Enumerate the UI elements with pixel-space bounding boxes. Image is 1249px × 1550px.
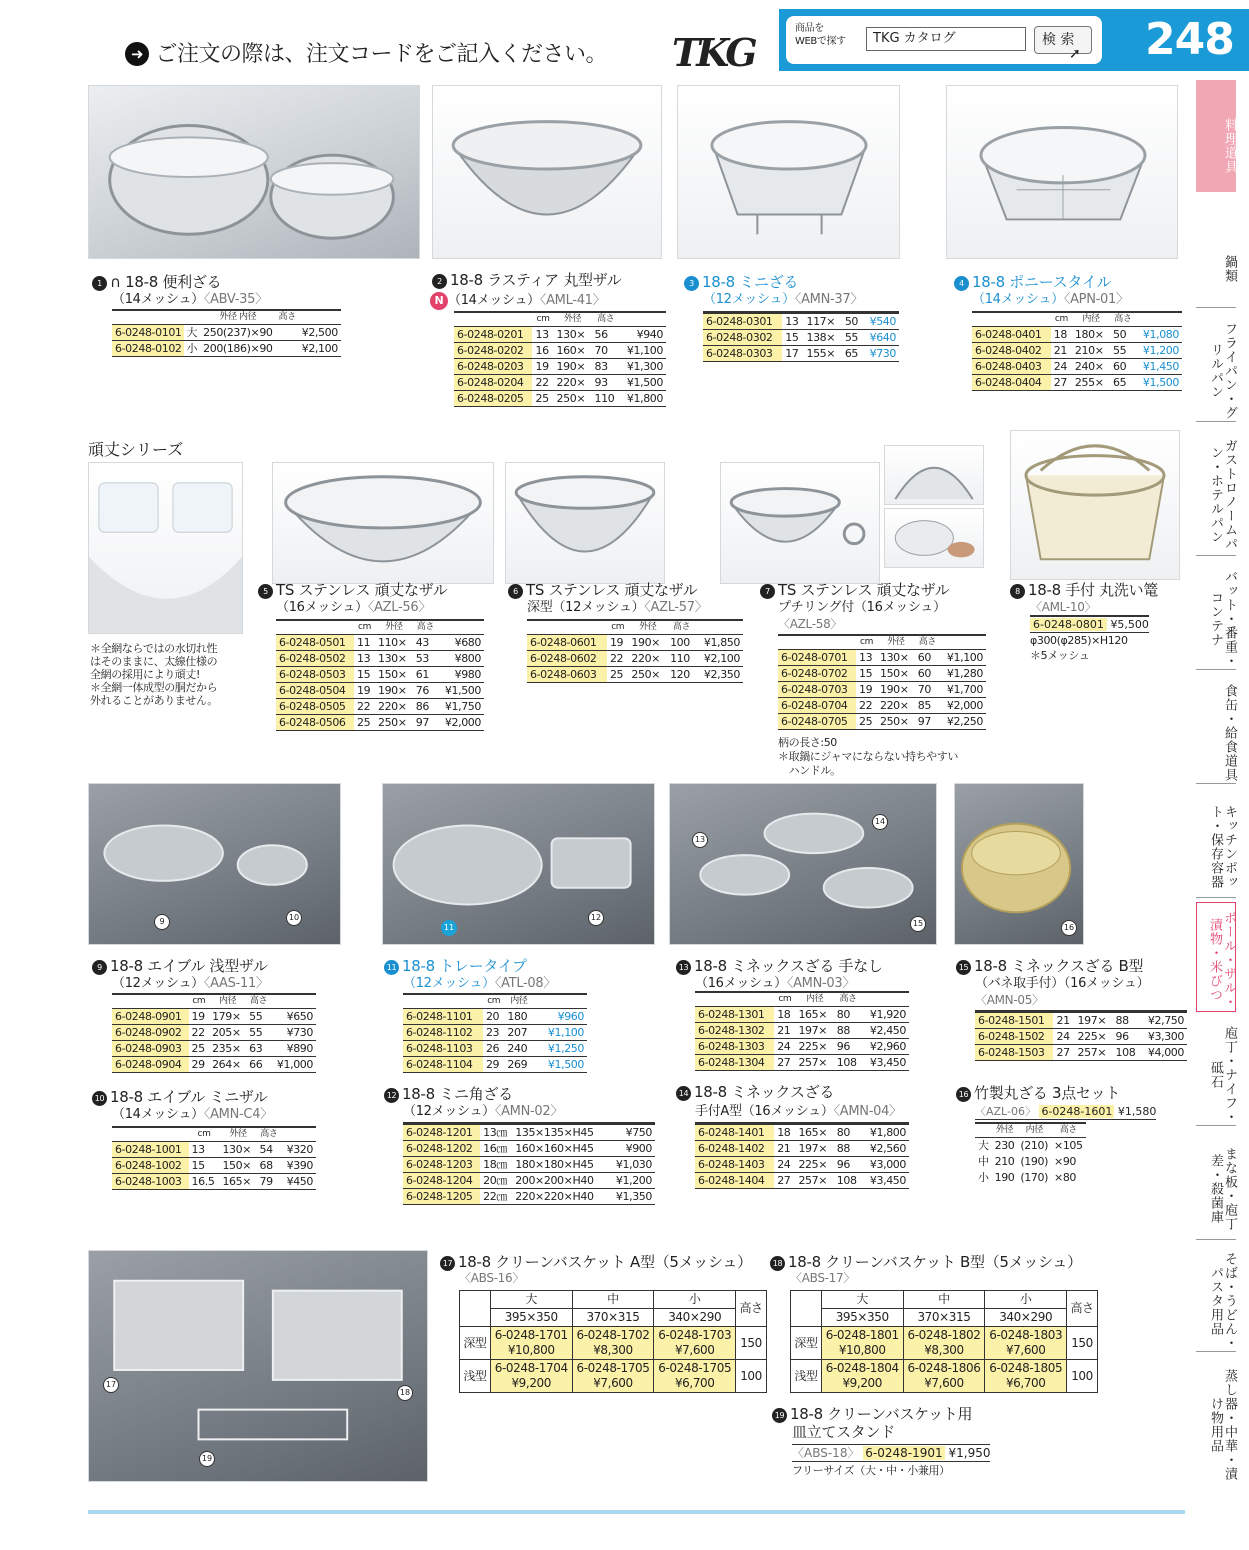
table-row: 6-0248-1302 21 197× 88 ¥2,450 [695, 1023, 909, 1039]
product-title-1: 1 ∩ 18-8 便利ざる [92, 273, 221, 291]
photo-tag-9: 9 [154, 914, 170, 930]
product-title-3: 3 18-8 ミニざる [684, 273, 798, 291]
photo-tag-11: 11 [441, 920, 457, 936]
photo-tag-16: 16 [1061, 920, 1077, 936]
product-photo-6 [505, 462, 665, 584]
table-row: 6-0248-0601 19 190× 100 ¥1,850 [527, 635, 743, 651]
product-order-16: 〈AZL-06〉 6-0248-1601 ¥1,580 [975, 1105, 1157, 1118]
table-row: 6-0248-1203 18㎝ 180×180×H45 ¥1,030 [403, 1157, 655, 1173]
product-photo-8 [1010, 430, 1180, 580]
product-title-9: 9 18-8 エイブル 浅型ザル [92, 957, 268, 975]
web-search-input[interactable]: TKG カタログ [866, 27, 1026, 51]
product-photo-17-19 [88, 1250, 428, 1482]
product-title-7: 7 TS ステンレス 頑丈なザル [760, 581, 949, 599]
table-row: 6-0248-0901 19 179× 55 ¥650 [112, 1009, 316, 1025]
product-sub-9: （12メッシュ）〈AAS-11〉 [112, 976, 269, 991]
product-sub-11: （12メッシュ）〈ATL-08〉 [403, 976, 557, 991]
photo-tag-19: 19 [199, 1451, 215, 1467]
cursor-icon: ➚ [1069, 46, 1081, 62]
product-code-7: 〈AZL-58〉 [778, 617, 843, 631]
price-table-5: cm 外径 高さ 6-0248-0501 11 110× 43 ¥680 6-0248-0502 13 130× 53 ¥800 6-0248-0503 15 150× 61 ¥980 6-0248-0504 19 190× 76 ¥1,500 6-0248-0505 22 220× 86 ¥1,750 6-0248-0506 25 250× 97 ¥2,000 [276, 619, 484, 731]
table-row: 6-0248-1303 24 225× 96 ¥2,960 [695, 1039, 909, 1055]
photo-tag-18: 18 [397, 1385, 413, 1401]
product-photo-11-12 [382, 783, 655, 945]
product-sub-10: （14メッシュ）〈AMN-C4〉 [112, 1107, 273, 1122]
product-code-17: 〈ABS-16〉 [459, 1271, 525, 1285]
product-sub-13: （16メッシュ）〈AMN-03〉 [695, 976, 856, 991]
product-title-12: 12 18-8 ミニ角ざる [384, 1085, 513, 1103]
tab-cutting-boards[interactable]: まな板・庖丁差・殺菌庫 [1196, 1130, 1236, 1240]
table-row: 6-0248-1202 16㎝ 160×160×H45 ¥900 [403, 1141, 655, 1157]
product-title-16: 16 竹製丸ざる 3点セット [956, 1084, 1120, 1102]
table-row: 6-0248-1205 22㎝ 220×220×H40 ¥1,350 [403, 1189, 655, 1205]
basket-table-18: 大 中 小 高さ 395×350 370×315 340×290 深型 6-0248-1801 ¥10,800 6-0248-1802 ¥8,300 6-0248-1803 ¥7,600 150 浅型 6-0248-1804 ¥9,200 6-0248-1806 ¥7,600 6-0248-1805 ¥6,700 100 [790, 1290, 1098, 1393]
brand-logo: TKG [672, 30, 754, 75]
table-row: 6-0248-0303 17 155× 65 ¥730 [703, 346, 899, 362]
tab-trays[interactable]: バット・番重・コンテナ [1196, 560, 1236, 670]
handle-icon: ∩ [110, 273, 121, 291]
table-row: 6-0248-0703 19 190× 70 ¥1,700 [778, 682, 986, 698]
tab-cooking-tools[interactable]: 料理道具 [1196, 80, 1236, 192]
product-title-19-line2: 皿立てスタンド [792, 1423, 895, 1441]
table-row: 浅型 6-0248-1704 ¥9,200 6-0248-1705 ¥7,600 6-0248-1705 ¥6,700 100 [460, 1360, 767, 1393]
tab-frypans[interactable]: フライパン・グリルパン [1196, 312, 1236, 422]
tab-steamers[interactable]: 蒸し器・中華・漬け物用品 [1208, 1369, 1237, 1481]
price-table-11: cm 内径 6-0248-1101 20 180 ¥960 6-0248-1102 23 207 ¥1,100 6-0248-1103 26 240 ¥1,250 6-0248-1104 29 269 ¥1,500 [403, 993, 587, 1073]
search-button[interactable]: 検 索 ➚ [1034, 26, 1092, 54]
table-row: 6-0248-0204 22 220× 93 ¥1,500 [454, 375, 666, 391]
table-row: 6-0248-0302 15 138× 55 ¥640 [703, 330, 899, 346]
tab-gastronorm[interactable]: ガストロノームパン・ホテルパン [1196, 426, 1236, 556]
product-photo-3 [677, 85, 900, 259]
product-title-15: 15 18-8 ミネックスざる B型 [956, 957, 1143, 975]
product-sub-4: （14メッシュ）〈APN-01〉 [972, 292, 1129, 307]
table-row: 6-0248-0401 18 180× 50 ¥1,080 [972, 327, 1182, 343]
price-table-3 [703, 311, 899, 362]
table-row: 6-0248-0102 小 200(186)×90 ¥2,100 [112, 341, 341, 357]
table-row: 中 210 (190) ×90 [978, 1155, 1077, 1168]
table-row: 大 230 (210) ×105 [978, 1139, 1083, 1153]
price-table-1: 外径 内径 高さ 6-0248-0101 大 250(237)×90 ¥2,500 6-0248-0102 小 200(186)×90 ¥2,100 [112, 309, 341, 357]
product-sub-12: （12メッシュ）〈AMN-02〉 [403, 1104, 564, 1119]
table-row: 浅型 6-0248-1804 ¥9,200 6-0248-1806 ¥7,600 6-0248-1805 ¥6,700 100 [791, 1360, 1098, 1393]
product-code-8: 〈AML-10〉 [1030, 600, 1097, 614]
product-title-17: 17 18-8 クリーンバスケット A型（5メッシュ） [440, 1253, 752, 1271]
product-photo-5 [272, 462, 494, 584]
product-photo-7-detail-a [884, 445, 984, 505]
product-spec-8: φ300(φ285)×H120 [1030, 634, 1128, 647]
table-row: 6-0248-0203 19 190× 83 ¥1,300 [454, 359, 666, 375]
product-sub-14: 手付A型（16メッシュ）〈AMN-04〉 [695, 1104, 902, 1119]
footer-rule [88, 1510, 1185, 1514]
table-row: 6-0248-0702 15 150× 60 ¥1,280 [778, 666, 986, 682]
product-note-7: 柄の長さ:50 ＊取鍋にジャマにならない持ちやすい ハンドル。 [778, 736, 958, 777]
table-row: 6-0248-0202 16 160× 70 ¥1,100 [454, 343, 666, 359]
table-row: 小 190 (170) ×80 [978, 1171, 1077, 1184]
table-row: 6-0248-1402 21 197× 88 ¥2,560 [695, 1141, 909, 1157]
page-number: 248 [1145, 14, 1234, 65]
table-row: 6-0248-1403 24 225× 96 ¥3,000 [695, 1157, 909, 1173]
table-row: 6-0248-0503 15 150× 61 ¥980 [276, 667, 484, 683]
table-row: 6-0248-0504 19 190× 76 ¥1,500 [276, 683, 484, 699]
product-sub-15: （バネ取手付）（16メッシュ） [975, 976, 1150, 991]
basket-table-17: 大 中 小 高さ 395×350 370×315 340×290 深型 6-0248-1701 ¥10,800 6-0248-1702 ¥8,300 6-0248-1703 ¥7,600 150 浅型 6-0248-1704 ¥9,200 6-0248-1705 ¥7,600 6-0248-1705 ¥6,700 100 [459, 1290, 767, 1393]
table-row: 6-0248-1101 20 180 ¥960 [403, 1009, 587, 1025]
tab-knives[interactable]: 庖丁・ナイフ・砥石 [1196, 1016, 1236, 1126]
table-row: 6-0248-1001 13 130× 54 ¥320 [112, 1142, 316, 1158]
product-photo-1 [88, 85, 420, 259]
table-row: 6-0248-1201 13㎝ 135×135×H45 ¥750 [403, 1125, 655, 1141]
table-row: 6-0248-0904 29 264× 66 ¥1,000 [112, 1057, 316, 1073]
price-table-12 [403, 1122, 655, 1205]
table-row: 深型 6-0248-1701 ¥10,800 6-0248-1702 ¥8,300 6-0248-1703 ¥7,600 150 [460, 1327, 767, 1360]
price-table-4: cm 内径 高さ 6-0248-0401 18 180× 50 ¥1,080 6-0248-0402 21 210× 55 ¥1,200 6-0248-0403 24 240× 60 ¥1,450 6-0248-0404 27 255× 65 ¥1,500 [972, 311, 1182, 391]
tab-food-containers[interactable]: 食缶・給食道具 [1196, 674, 1236, 784]
table-row: 6-0248-0701 13 130× 60 ¥1,100 [778, 650, 986, 666]
photo-tag-17: 17 [103, 1377, 119, 1393]
tab-pots[interactable]: 鍋類 [1196, 220, 1236, 308]
price-table-9: cm 内径 高さ 6-0248-0901 19 179× 55 ¥650 6-0248-0902 22 205× 55 ¥730 6-0248-0903 25 235× 63 ¥890 6-0248-0904 29 264× 66 ¥1,000 [112, 993, 316, 1073]
product-photo-9-10 [88, 783, 341, 945]
table-row: 深型 6-0248-1801 ¥10,800 6-0248-1802 ¥8,300 6-0248-1803 ¥7,600 150 [791, 1327, 1098, 1360]
table-row: 6-0248-0506 25 250× 97 ¥2,000 [276, 715, 484, 731]
price-table-14 [695, 1122, 909, 1189]
table-row: 6-0248-1002 15 150× 68 ¥390 [112, 1158, 316, 1174]
product-order-8: 6-0248-0801 ¥5,500 [1030, 615, 1149, 633]
table-row: 6-0248-0404 27 255× 65 ¥1,500 [972, 375, 1182, 391]
tab-kitchen-pots[interactable]: キッチンポット・保存容器 [1196, 788, 1236, 898]
table-row: 6-0248-0603 25 250× 120 ¥2,350 [527, 667, 743, 683]
table-row: 6-0248-1501 21 197× 88 ¥2,750 [975, 1013, 1187, 1029]
product-title-4: 4 18-8 ポニースタイル [954, 273, 1111, 291]
table-row: 6-0248-0705 25 250× 97 ¥2,250 [778, 714, 986, 730]
price-table-13: cm 内径 高さ 6-0248-1301 18 165× 80 ¥1,920 6-0248-1302 21 197× 88 ¥2,450 6-0248-1303 24 225× 96 ¥2,960 6-0248-1304 27 257× 108 ¥3,450 [695, 991, 909, 1071]
table-row: 6-0248-0201 13 130× 56 ¥940 [454, 327, 666, 343]
product-title-11: 11 18-8 トレータイプ [384, 957, 527, 975]
table-row: 6-0248-1502 24 225× 96 ¥3,300 [975, 1029, 1187, 1045]
product-photo-13-15 [669, 783, 937, 945]
table-row: 6-0248-1103 26 240 ¥1,250 [403, 1041, 587, 1057]
table-row: 6-0248-0205 25 250× 110 ¥1,800 [454, 391, 666, 407]
product-title-18: 18 18-8 クリーンバスケット B型（5メッシュ） [770, 1253, 1082, 1271]
product-title-5: 5 TS ステンレス 頑丈なザル [258, 581, 447, 599]
price-table-7: cm 外径 高さ 6-0248-0701 13 130× 60 ¥1,100 6-0248-0702 15 150× 60 ¥1,280 6-0248-0703 19 190× 70 ¥1,700 6-0248-0704 22 220× 85 ¥2,000 6-0248-0705 25 250× 97 ¥2,250 [778, 634, 986, 730]
photo-tag-10: 10 [286, 910, 302, 926]
product-code-15: 〈AMN-05〉 [975, 993, 1044, 1007]
table-row: 6-0248-0602 22 220× 110 ¥2,100 [527, 651, 743, 667]
price-table-6: cm 外径 高さ 6-0248-0601 19 190× 100 ¥1,850 6-0248-0602 22 220× 110 ¥2,100 6-0248-0603 25 250× 120 ¥2,350 [527, 619, 743, 683]
product-code-18: 〈ABS-17〉 [790, 1271, 856, 1285]
arrow-icon: ➜ [125, 42, 149, 66]
product-title-14: 14 18-8 ミネックスざる [676, 1083, 834, 1101]
product-sub-3: （12メッシュ）〈AMN-37〉 [703, 292, 864, 307]
series-label: 頑丈シリーズ [88, 440, 184, 459]
product-title-2: 2 18-8 ラスティア 丸型ザル [432, 271, 621, 289]
product-photo-7 [720, 462, 880, 584]
table-row: 6-0248-0704 22 220× 85 ¥2,000 [778, 698, 986, 714]
table-row: 6-0248-1503 27 257× 108 ¥4,000 [975, 1045, 1187, 1061]
table-row: 6-0248-0903 25 235× 63 ¥890 [112, 1041, 316, 1057]
photo-tag-14: 14 [872, 814, 888, 830]
product-title-13: 13 18-8 ミネックスざる 手なし [676, 957, 883, 975]
product-sub-6: 深型（12メッシュ）〈AZL-57〉 [527, 600, 708, 615]
price-table-10: cm 外径 高さ 6-0248-1001 13 130× 54 ¥320 6-0248-1002 15 150× 68 ¥390 6-0248-1003 16.5 165× 79 ¥450 [112, 1126, 316, 1190]
product-photo-16 [954, 783, 1084, 945]
photo-tag-12: 12 [588, 910, 604, 926]
product-title-6: 6 TS ステンレス 頑丈なザル [508, 581, 697, 599]
price-table-2: cm 外径 高さ 6-0248-0201 13 130× 56 ¥940 6-0248-0202 16 160× 70 ¥1,100 6-0248-0203 19 190× 83 ¥1,300 6-0248-0204 22 220× 93 ¥1,500 6-0248-0205 25 250× 110 ¥1,800 [454, 311, 666, 407]
product-title-19: 19 18-8 クリーンバスケット用 [772, 1405, 972, 1423]
table-row: 6-0248-1102 23 207 ¥1,100 [403, 1025, 587, 1041]
photo-tag-13: 13 [692, 832, 708, 848]
table-row: 6-0248-1301 18 165× 80 ¥1,920 [695, 1007, 909, 1023]
tab-bowls-colanders[interactable]: ボール・ザル・漬物・米びつ [1196, 902, 1236, 1012]
table-row: 6-0248-0502 13 130× 53 ¥800 [276, 651, 484, 667]
rugged-series-photo [88, 462, 243, 634]
product-title-10: 10 18-8 エイブル ミニザル [92, 1088, 268, 1106]
product-title-8: 8 18-8 手付 丸洗い篭 [1010, 581, 1158, 599]
product-photo-2 [432, 85, 662, 259]
table-row: 6-0248-1003 16.5 165× 79 ¥450 [112, 1174, 316, 1190]
product-sub-1: （14メッシュ）〈ABV-35〉 [112, 292, 268, 307]
table-row: 6-0248-1104 29 269 ¥1,500 [403, 1057, 587, 1073]
product-sub-2: N （14メッシュ）〈AML-41〉 [430, 292, 605, 310]
product-order-19: 〈ABS-18〉 6-0248-1901 ¥1,950 [792, 1446, 991, 1460]
tab-noodle-tools[interactable]: そば・うどん・パスタ用品 [1196, 1244, 1236, 1352]
product-sub-5: （16メッシュ）〈AZL-56〉 [276, 600, 432, 615]
product-note-19: フリーサイズ（大・中・小兼用） [792, 1464, 950, 1477]
table-row: 6-0248-0505 22 220× 86 ¥1,750 [276, 699, 484, 715]
product-photo-7-detail-b [884, 508, 984, 568]
table-row: 6-0248-1204 20㎝ 200×200×H40 ¥1,200 [403, 1173, 655, 1189]
product-sub-7: プチリング付（16メッシュ） [778, 600, 946, 615]
size-table-16: 外径 内径 高さ 大 230 (210) ×105 中 210 (190) ×90 小 190 (170) ×80 [975, 1122, 1086, 1186]
rugged-series-note: ＊全網ならではの水切れ性 はそのままに、太線仕様の 全網の採用により頑丈! ＊全網一体成型の胴だから 外れることがありません。 [90, 642, 218, 707]
table-row: 6-0248-1404 27 257× 108 ¥3,450 [695, 1173, 909, 1189]
table-row: 6-0248-0101 大 250(237)×90 ¥2,500 [112, 325, 341, 341]
table-row: 6-0248-0902 22 205× 55 ¥730 [112, 1025, 316, 1041]
table-row: 6-0248-0301 13 117× 50 ¥540 [703, 314, 899, 330]
price-table-15 [975, 1010, 1187, 1061]
table-row: 6-0248-0501 11 110× 43 ¥680 [276, 635, 484, 651]
product-photo-4 [946, 85, 1178, 259]
new-badge: N [430, 292, 448, 310]
table-row: 6-0248-0403 24 240× 60 ¥1,450 [972, 359, 1182, 375]
web-search-label: 商品を WEBで探す [795, 23, 846, 47]
table-row: 6-0248-1304 27 257× 108 ¥3,450 [695, 1055, 909, 1071]
table-row: 6-0248-1401 18 165× 80 ¥1,800 [695, 1125, 909, 1141]
table-row: 6-0248-0402 21 210× 55 ¥1,200 [972, 343, 1182, 359]
product-mesh-8: ＊5メッシュ [1030, 649, 1090, 662]
photo-tag-15: 15 [910, 916, 926, 932]
order-instruction: ➜ ご注文の際は、注文コードをご記入ください。 [125, 40, 607, 70]
